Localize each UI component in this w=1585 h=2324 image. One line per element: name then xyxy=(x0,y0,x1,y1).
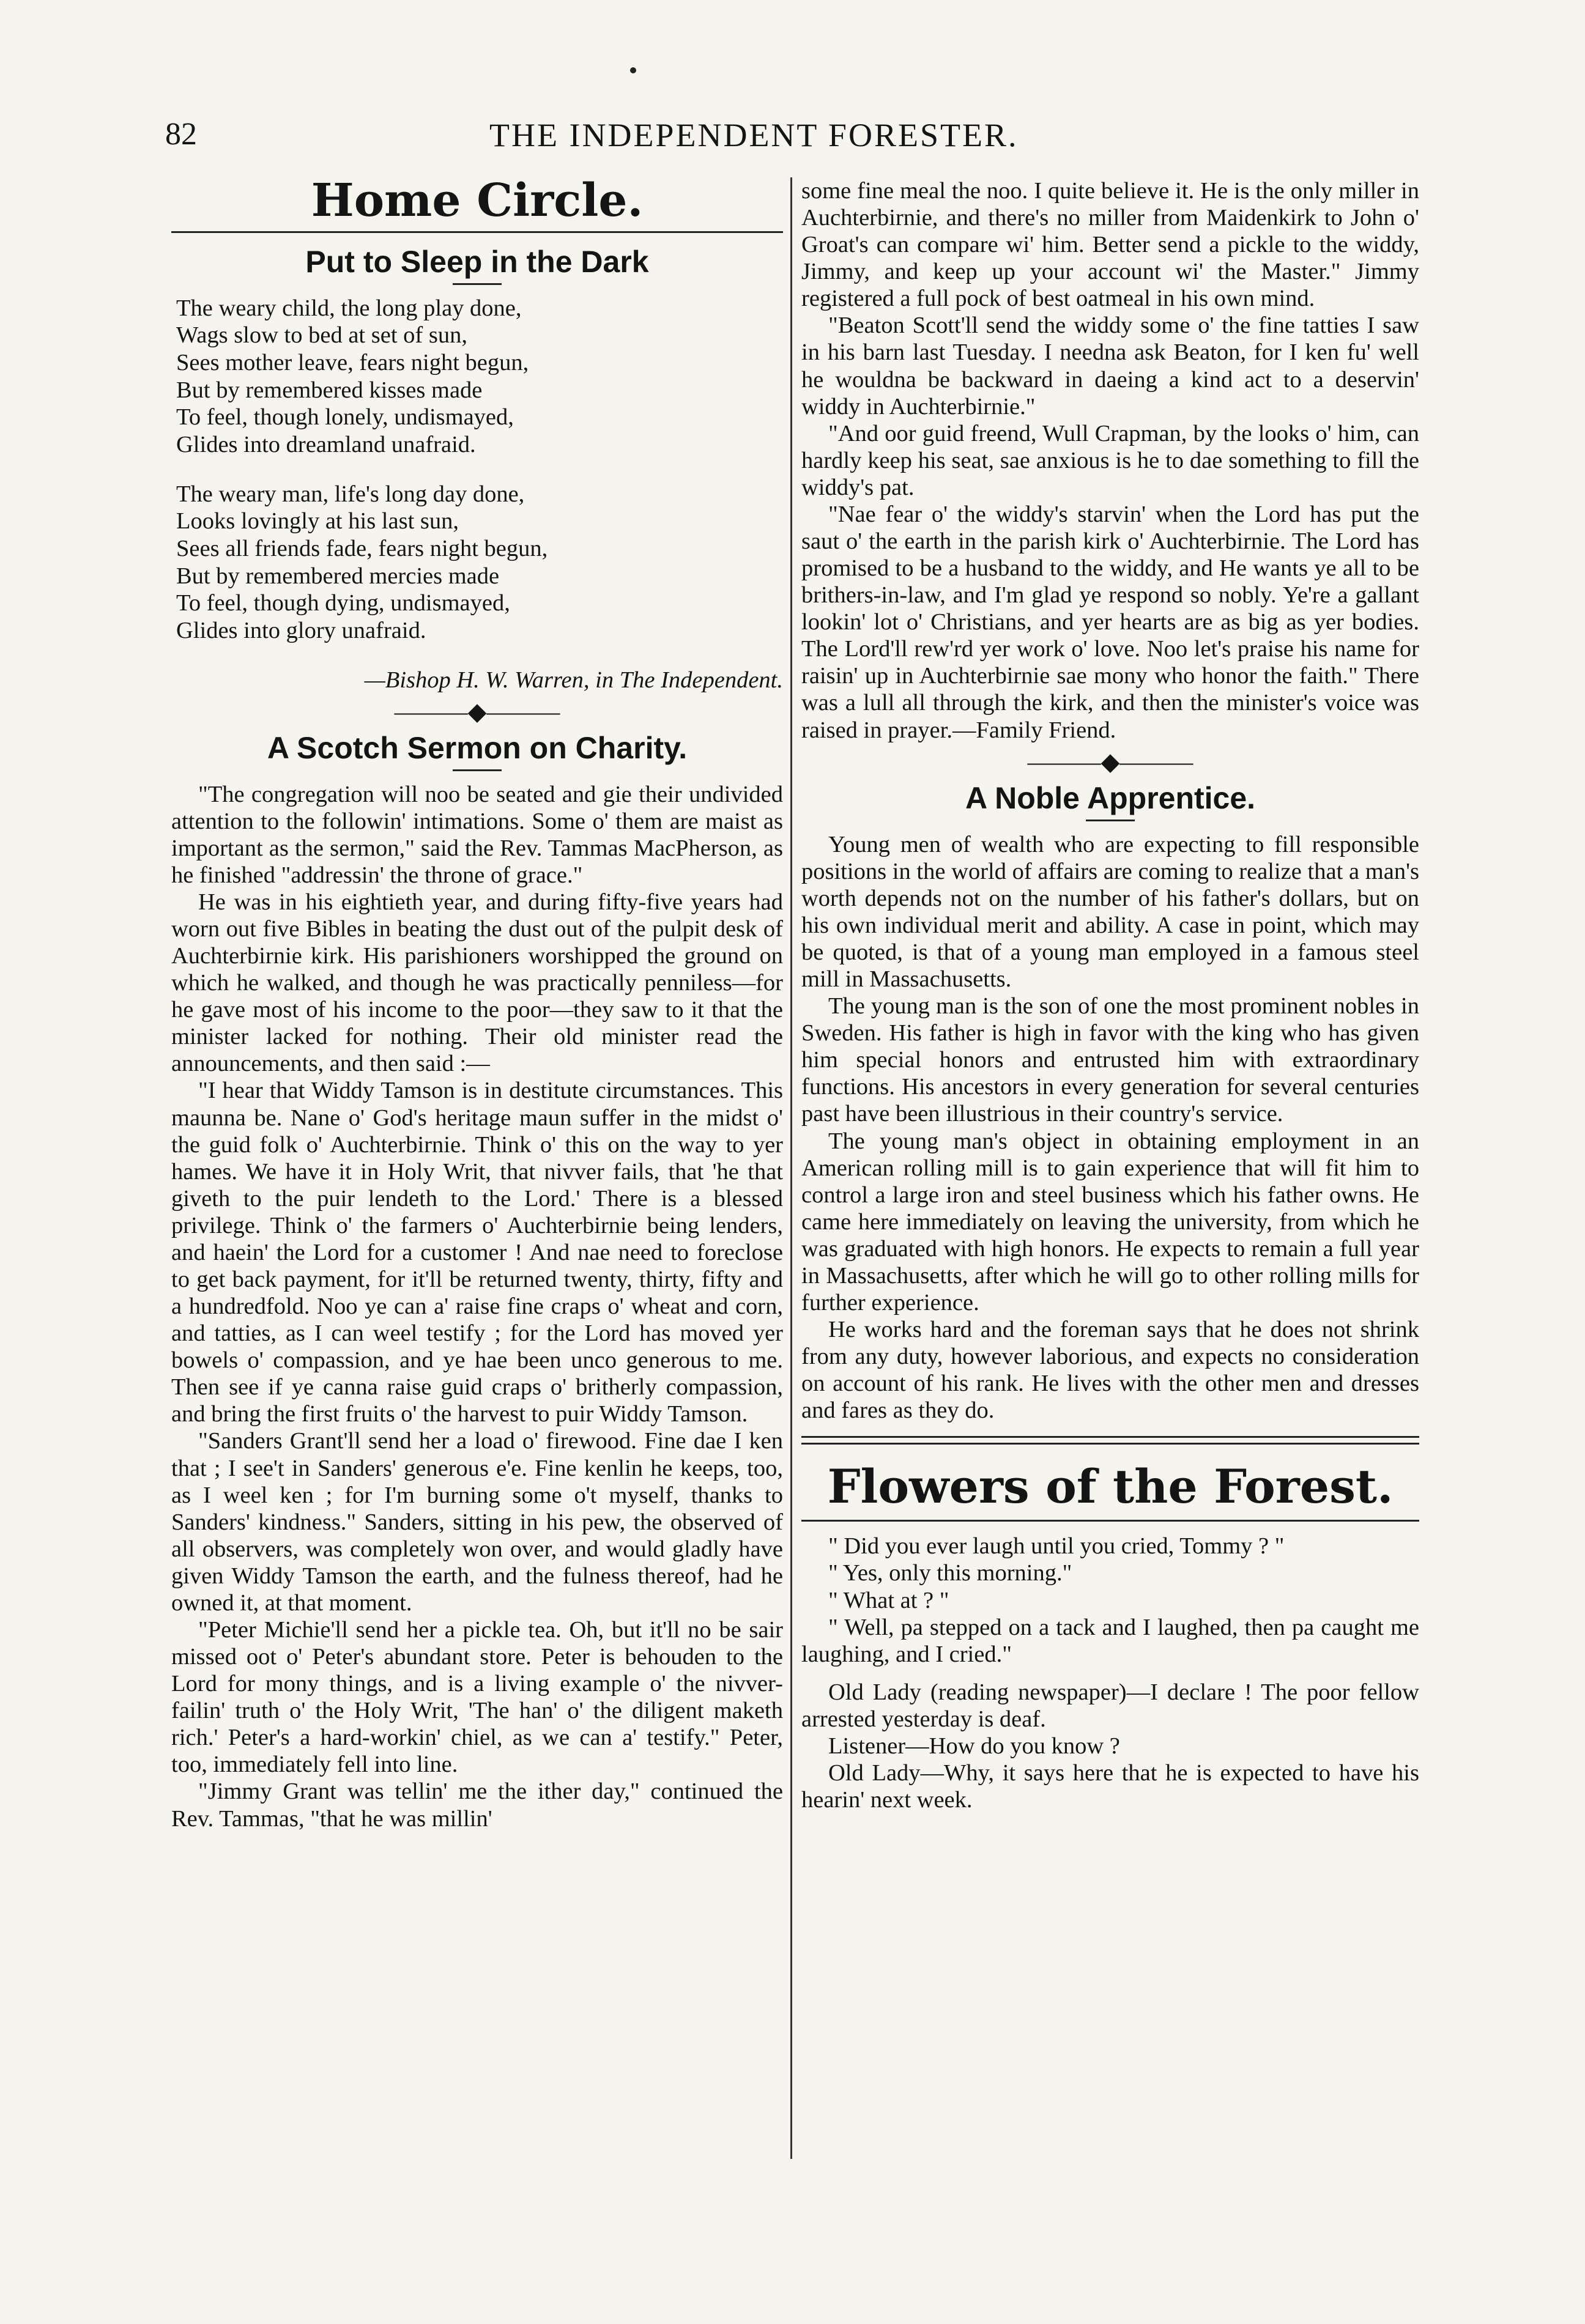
poem-attribution: —Bishop H. W. Warren, in The Independent. xyxy=(364,667,783,693)
section-rule xyxy=(171,231,783,233)
poem-line: To feel, though dying, undismayed, xyxy=(176,590,510,616)
poem-line: Looks lovingly at his last sun, xyxy=(176,508,459,535)
poem xyxy=(176,295,783,645)
poem-line: Wags slow to bed at set of sun, xyxy=(176,322,467,349)
poem-line: To feel, though lonely, undismayed, xyxy=(176,404,514,431)
double-rule xyxy=(801,1436,1419,1445)
paragraph: The young man is the son of one the most prominent nobles in Sweden. His father is high in favor with the king who has given him special honors and entrusted him with extraordinary functions. His ancestors in every generation for several centuries past have been illustrious in their country's service. xyxy=(801,993,1419,1127)
paragraph: The young man's object in obtaining employment in an American rolling mill is to gain experience that will fit him to control a large iron and steel business which his father owns. He came here immediately on leaving the university, from which he was graduated with high honors. He expects to remain a full year in Massachusetts, after which he will go to other rolling mills for further experience. xyxy=(801,1128,1419,1316)
poem-title: Put to Sleep in the Dark xyxy=(305,244,649,279)
page-header xyxy=(165,116,1431,165)
paragraph: "Jimmy Grant was tellin' me the ither day," continued the Rev. Tammas, "that he was millin' xyxy=(171,1778,783,1832)
paragraph: some fine meal the noo. I quite believe it. He is the only miller in Auchterbirnie, and there's no miller from Maidenkirk to John o' Groat's can compare wi' him. Better send a pickle to the widdy, Jimmy, and keep up your account wi' the Master." Jimmy registered a full pock of best oatmeal in his own mind. xyxy=(801,178,1419,312)
poem-line: Sees mother leave, fears night begun, xyxy=(176,350,529,376)
paragraph: He was in his eightieth year, and during fifty-five years had worn out five Bibles in beating the dust out of the pulpit desk of Auchterbirnie kirk. His parishioners worshipped the ground on which he walked, and though he was practically penniless—for he gave most of his income to the poor—they saw to it that the minister lacked for nothing. Their old minister read the announcements, and then said :— xyxy=(171,889,783,1077)
poem-line: Glides into dreamland unafraid. xyxy=(176,431,476,457)
title-rule xyxy=(453,769,502,771)
paragraph: "I hear that Widdy Tamson is in destitute circumstances. This maunna be. Nane o' God's heritage maun suffer in the midst o' the guid folk o' Auchterbirnie. Think o' this on the way to yer hames. We have it in Holy Writ, that nivver fails, that 'he that giveth to the puir lendeth to the Lord.' There is a blessed privilege. Think o' the farmers o' Auchterbirnie being lenders, and haein' the Lord for a customer ! And nae need to foreclose to get back payment, for it'll be returned twenty, thirty, fifty and a hundredfold. Noo ye can a' raise fine craps o' wheat and corn, and tatties, as I can weel testify ; for the Lord has moved yer bowels o' compassion, and ye hae been unco generous to me. Then see if ye canna raise guid craps o' britherly compassion, and bring the first fruits o' the harvest to puir Widdy Tamson. xyxy=(171,1078,783,1427)
poem-line: Sees all friends fade, fears night begun, xyxy=(176,535,548,561)
joke-line: " Well, pa stepped on a tack and I laughed, then pa caught me laughing, and I cried." xyxy=(801,1614,1419,1667)
paragraph: "And oor guid freend, Wull Crapman, by the looks o' him, can hardly keep his seat, sae anxious is he to dae something to fill the widdy's pat. xyxy=(801,420,1419,500)
poem-line: But by remembered mercies made xyxy=(176,563,500,589)
joke-line: " Did you ever laugh until you cried, Tommy ? " xyxy=(828,1533,1285,1560)
joke-line: " Yes, only this morning." xyxy=(828,1560,1072,1586)
sermon-body xyxy=(171,781,783,1832)
column-divider xyxy=(790,177,792,2159)
poem-line: Glides into glory unafraid. xyxy=(176,617,426,643)
journal-title: THE INDEPENDENT FORESTER. xyxy=(489,117,1019,154)
left-column xyxy=(171,174,783,1832)
flowers-heading: Flowers of the Forest. xyxy=(827,1459,1394,1514)
poem-line: The weary man, life's long day done, xyxy=(176,481,525,507)
paragraph: "Nae fear o' the widdy's starvin' when the Lord has put the saut o' the earth in the parish kirk o' Auchterbirnie. The Lord has promised to be a husband to the widdy, and He wants ye all to be brithers-in-law, and I'm glad ye respond so nobly. Ye're a gallant lookin' lot o' Christians, and yer hearts are as big as yer bodies. The Lord'll rew'rd yer work o' love. Noo let's praise his name for raisin' up in Auchterbirnie sae mony who honor the faith." There was a lull all through the kirk, and then the minister's voice was raised in prayer.—Family Friend. xyxy=(801,501,1419,743)
sermon-title: A Scotch Sermon on Charity. xyxy=(267,730,688,765)
paragraph: He works hard and the foreman says that he does not shrink from any duty, however laborious, and expects no consideration on account of his rank. He lives with the other men and dresses and fares as they do. xyxy=(801,1317,1419,1424)
paragraph: "Sanders Grant'll send her a load o' firewood. Fine dae I ken that ; I see't in Sanders' generous e'e. Fine kenlin he keeps, too, as I weel ken ; for I'm burning some o't myself, thanks to Sanders' kindness." Sanders, sitting in his pew, the observed of all observers, was completely won over, and would gladly have given Widdy Tamson the earth, and the fulness thereof, had he owned it, at that moment. xyxy=(171,1428,783,1616)
apprentice-title: A Noble Apprentice. xyxy=(965,780,1256,815)
joke-line: Listener—How do you know ? xyxy=(828,1733,1120,1759)
jokes xyxy=(801,1533,1419,1813)
joke-line: Old Lady—Why, it says here that he is expected to have his hearin' next week. xyxy=(801,1760,1419,1813)
ink-dot xyxy=(630,67,636,73)
paragraph: "The congregation will noo be seated and gie their undivided attention to the followin' intimations. Some o' them are maist as important as the sermon," said the Rev. Tammas MacPherson, as he finished "addressin' the throne of grace." xyxy=(171,781,783,888)
joke-line: " What at ? " xyxy=(828,1587,949,1613)
apprentice-body xyxy=(801,831,1419,1424)
right-column xyxy=(801,177,1419,1813)
ornament-divider: ———◆——— xyxy=(394,697,560,725)
poem-line: But by remembered kisses made xyxy=(176,377,483,403)
paragraph: "Beaton Scott'll send the widdy some o' the fine tatties I saw in his barn last Tuesday. I needna ask Beaton, for I ken fu' well he wouldna be backward in daeing a kind act to a deservin' widdy in Auchterbirnie." xyxy=(801,313,1419,420)
paragraph: Young men of wealth who are expecting to fill responsible positions in the world of affairs are coming to realize that a man's worth depends not on the number of his father's dollars, but on his own individual merit and ability. A case in point, which may be quoted, is that of a young man employed in a famous steel mill in Massachusetts. xyxy=(801,831,1419,993)
paragraph: "Peter Michie'll send her a pickle tea. Oh, but it'll no be sair missed oot o' Peter's abundant store. Peter is behouden to the Lord for mony things, and is a living example o' the nivver-failin' truth o' the Holy Writ, 'The han' o' the diligent maketh rich.' Peter's a hard-workin' chiel, as we can a' testify." Peter, too, immediately fell into line. xyxy=(171,1616,783,1778)
section-rule xyxy=(801,1520,1419,1522)
poem-stanza-2 xyxy=(176,481,783,645)
poem-line: The weary child, the long play done, xyxy=(176,295,522,321)
page-number: 82 xyxy=(165,117,197,152)
home-circle-heading: Home Circle. xyxy=(311,174,644,227)
title-rule xyxy=(1086,820,1135,821)
ornament-divider: ———◆——— xyxy=(1027,747,1193,775)
title-rule xyxy=(453,283,502,285)
poem-stanza-1 xyxy=(176,295,783,459)
joke-line: Old Lady (reading newspaper)—I declare ! The poor fellow arrested yesterday is deaf. xyxy=(801,1679,1419,1732)
sermon-continued xyxy=(801,177,1419,744)
